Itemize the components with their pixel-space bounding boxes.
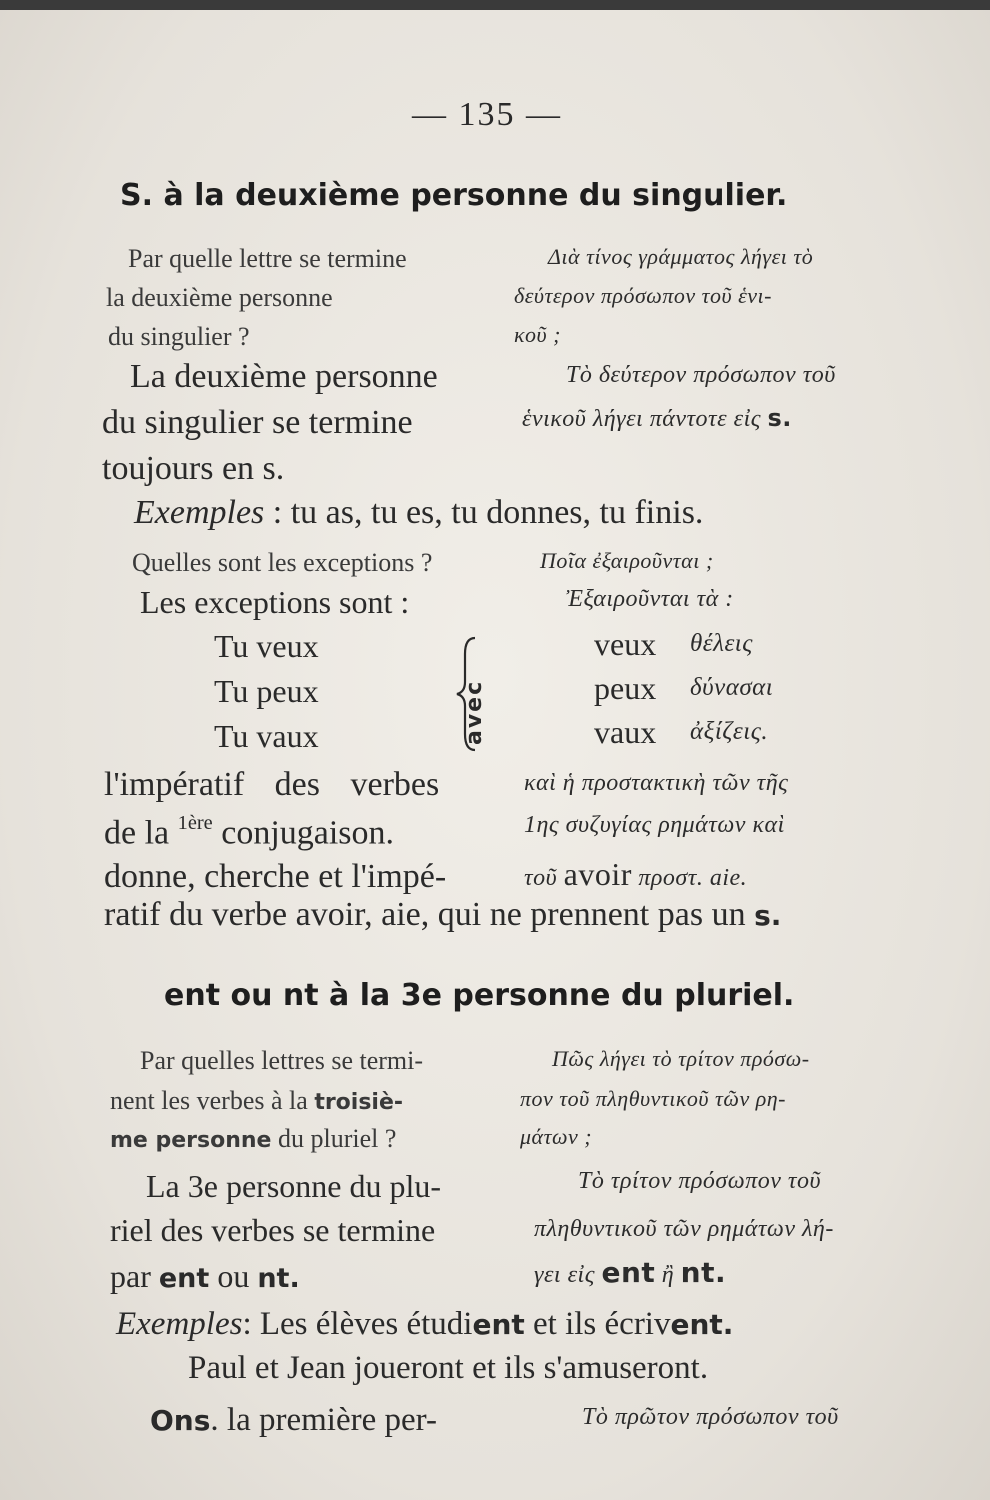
answer-line: La deuxième personne bbox=[130, 358, 438, 395]
greek-question-line: δεύτερον πρόσωπον τοῦ ἑνι- bbox=[514, 283, 772, 308]
page-number: — 135 — bbox=[412, 96, 562, 133]
greek-question-line: Πῶς λήγει τὸ τρίτον πρόσω- bbox=[552, 1046, 810, 1071]
ons-line: Ons. la première per- bbox=[150, 1402, 437, 1438]
imperative-line: l'impératif des verbes bbox=[104, 766, 440, 803]
exceptions-answer: Les exceptions sont : bbox=[140, 584, 410, 620]
exception-tu-peux: Tu peux bbox=[214, 673, 319, 709]
avec-label: avec bbox=[462, 679, 487, 745]
greek-answer-line: ἑνικοῦ λήγει πάντοτε εἰς s. bbox=[522, 404, 792, 432]
answer-line: du singulier se termine bbox=[102, 404, 413, 441]
question-line: me personne du pluriel ? bbox=[110, 1124, 397, 1153]
question-line: Par quelle lettre se termine bbox=[128, 244, 407, 273]
scan-edge bbox=[0, 0, 990, 10]
exceptions-question: Quelles sont les exceptions ? bbox=[132, 548, 433, 577]
greek-vaux: ἀξίζεις. bbox=[690, 718, 769, 745]
answer-line: La 3e personne du plu- bbox=[146, 1168, 442, 1204]
question-line: du singulier ? bbox=[108, 322, 250, 351]
answer-line: riel des verbes se termine bbox=[110, 1212, 436, 1248]
greek-question-line: πον τοῦ πληθυντικοῦ τῶν ρη- bbox=[520, 1086, 787, 1111]
greek-exceptions-answer: Ἐξαιροῦνται τὰ : bbox=[566, 586, 734, 612]
greek-imperative-line: τοῦ avoir προστ. aie. bbox=[524, 856, 748, 892]
examples-line: Paul et Jean joueront et ils s'amuseront. bbox=[188, 1350, 709, 1386]
answer-line: par ent ou nt. bbox=[110, 1258, 300, 1294]
section-heading-plural: ent ou nt à la 3e personne du pluriel. bbox=[164, 978, 795, 1013]
exception-vaux: vaux bbox=[594, 714, 657, 750]
answer-line: toujours en s. bbox=[102, 450, 285, 487]
greek-question-line: κοῦ ; bbox=[514, 322, 561, 347]
greek-imperative-line: καὶ ἡ προστακτικὴ τῶν τῆς bbox=[524, 770, 789, 796]
examples-line: Exemples : tu as, tu es, tu donnes, tu finis. bbox=[134, 494, 704, 531]
greek-imperative-line: 1ης συζυγίας ρημάτων καὶ bbox=[524, 812, 785, 838]
imperative-line: ratif du verbe avoir, aie, qui ne prennent pas un s. bbox=[104, 896, 782, 933]
greek-exceptions-question: Ποῖα ἐξαιροῦνται ; bbox=[540, 548, 714, 573]
exception-veux: veux bbox=[594, 626, 657, 662]
greek-ons-line: Τὸ πρῶτον πρόσωπον τοῦ bbox=[582, 1404, 839, 1430]
exception-tu-vaux: Tu vaux bbox=[214, 718, 319, 754]
question-line: la deuxième personne bbox=[106, 283, 333, 312]
question-line: Par quelles lettres se termi- bbox=[140, 1046, 424, 1075]
exception-peux: peux bbox=[594, 670, 657, 706]
greek-answer-line: Τὸ τρίτον πρόσωπον τοῦ bbox=[578, 1168, 821, 1194]
imperative-line: de la $^{1ère}$ conjugaison. bbox=[104, 812, 395, 852]
greek-peux: δύνασαι bbox=[690, 674, 774, 701]
greek-answer-line: γει εἰς ent ἢ nt. bbox=[534, 1256, 727, 1289]
question-line: nent les verbes à la troisiè- bbox=[110, 1086, 404, 1115]
section-heading-singular: S. à la deuxième personne du singulier. bbox=[120, 178, 788, 213]
greek-answer-line: πληθυντικοῦ τῶν ρημάτων λή- bbox=[534, 1216, 834, 1242]
greek-question-line: Διὰ τίνος γράμματος λήγει τὸ bbox=[548, 244, 814, 269]
greek-answer-line: Τὸ δεύτερον πρόσωπον τοῦ bbox=[566, 362, 836, 388]
greek-veux: θέλεις bbox=[690, 630, 753, 657]
exception-tu-veux: Tu veux bbox=[214, 628, 319, 664]
imperative-line: donne, cherche et l'impé- bbox=[104, 858, 447, 895]
greek-question-line: μάτων ; bbox=[520, 1124, 593, 1149]
examples-line: Exemples: Les élèves étudient et ils écrivent. bbox=[116, 1306, 734, 1342]
